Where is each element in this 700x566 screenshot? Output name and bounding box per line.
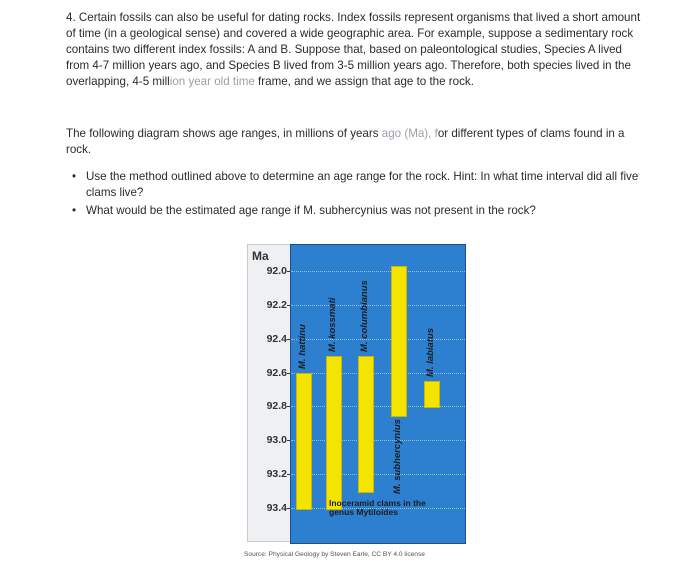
range-bar: [424, 381, 440, 408]
y-tick-label: 92.0: [266, 265, 287, 277]
y-tick-label: 93.0: [266, 434, 287, 447]
grid-line: [291, 271, 465, 272]
paragraph-text: The following diagram shows age ranges, in millions of years: [66, 127, 382, 140]
question-bullets: [72, 169, 647, 221]
chart-caption: [329, 499, 426, 517]
fossil-range-diagram: [247, 244, 469, 542]
range-bar: [391, 266, 407, 417]
species-label: M. hattinu: [297, 323, 308, 369]
y-tick-label: 92.2: [266, 298, 287, 311]
chart-plot-area: [290, 244, 466, 529]
y-tick-label: 92.4: [266, 332, 287, 345]
grid-line: [291, 305, 465, 306]
ma-axis-panel: [247, 244, 292, 542]
range-bar: [296, 373, 312, 510]
paragraph-text-faded: ago (Ma), f: [381, 127, 438, 140]
range-bar: [358, 356, 374, 493]
caption-line: genus Mytiloides: [329, 507, 398, 517]
grid-line: [291, 373, 465, 374]
species-label: M. subhercynius: [392, 418, 403, 494]
paragraph-text-faded: ion year old time: [169, 74, 255, 88]
range-bar: [326, 356, 342, 510]
grid-line: [291, 440, 465, 441]
caption-line: Inoceramid clams in the: [329, 498, 426, 508]
bullet-item: • What would be the estimated age range if M. subhercynius was not present in the rock?: [72, 203, 647, 219]
grid-line: [291, 339, 465, 340]
y-tick-label: 93.2: [266, 468, 287, 481]
diagram-intro-paragraph: [66, 126, 641, 158]
paragraph-text: frame, and we assign that age to the rock.: [254, 74, 474, 88]
y-tick-label: 92.8: [266, 400, 287, 413]
question-paragraph: [66, 10, 641, 90]
chart-bottom-strip: [290, 527, 466, 544]
species-label: M. kossmati: [327, 297, 338, 352]
y-tick-label: 92.6: [266, 366, 287, 379]
source-credit: Source: Physical Geology by Steven Earle, CC BY 4.0 license: [244, 551, 425, 558]
paragraph-text: 4. Certain fossils can also be useful for dating rocks. Index fossils represent organisms that lived a short amount of time (in a geological sense) and covered a wide geographic area. For example, suppose a sedimentary rock contains two different index fossils: A and B. Suppose that, based on paleontological studies, Species A lived from 4-7 million years ago, and Species B lived from 3-5 million years ago. Therefore, both species lived in the overlapping, 4-5 mill: [66, 11, 641, 88]
species-label: M. labiatus: [425, 327, 436, 378]
grid-line: [291, 474, 465, 475]
y-tick-label: 93.4: [266, 502, 287, 514]
bullet-item: • Use the method outlined above to determine an age range for the rock. Hint: In what time interval did all five clams live?: [72, 169, 647, 201]
paragraph-text: or different types of clams found in a rock.: [66, 127, 625, 156]
species-label: M. columbianus: [359, 279, 370, 352]
ma-axis-label: Ma: [252, 249, 269, 263]
